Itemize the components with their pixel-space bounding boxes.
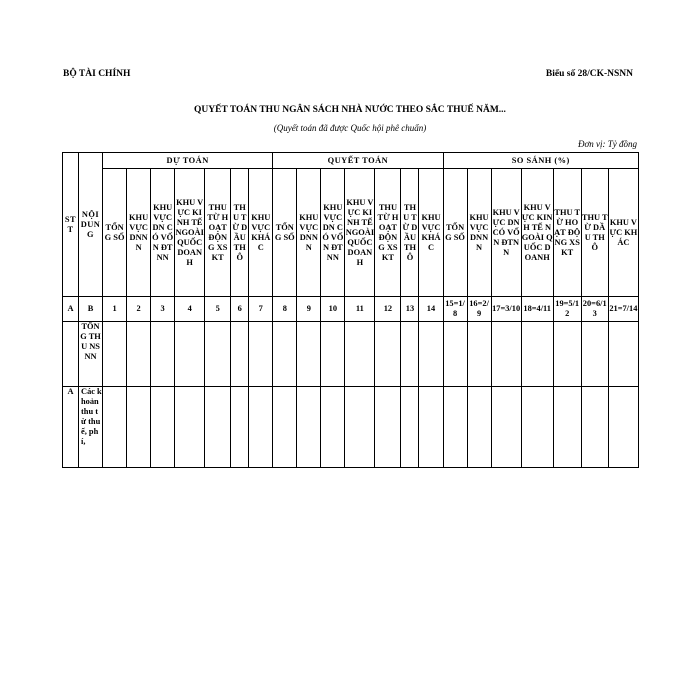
index-cell: 8: [273, 297, 297, 322]
row-stt: [63, 322, 79, 387]
unit-label: Đơn vị: Tỷ đồng: [577, 139, 637, 149]
group-header-settlement: QUYẾT TOÁN: [273, 153, 443, 169]
ministry-label: BỘ TÀI CHÍNH: [63, 69, 131, 79]
index-cell: B: [79, 297, 103, 322]
subheader-a: TỔNG SỐ: [103, 169, 127, 297]
subheader-b: KHU VỰC DN CÓ VỐN ĐTNN: [321, 169, 345, 297]
subheader-b: THU TỪ DẦU THÔ: [401, 169, 419, 297]
subheader-c: KHU VỰC DNNN: [467, 169, 491, 297]
index-cell: 20=6/13: [581, 297, 608, 322]
table-row: [63, 322, 639, 387]
index-cell: 11: [345, 297, 375, 322]
subheader-b: THU TỪ HOẠT ĐỘNG XSKT: [375, 169, 401, 297]
subheader-a: THU TỪ DẦU THÔ: [231, 169, 249, 297]
index-cell: 12: [375, 297, 401, 322]
budget-table: [62, 152, 639, 468]
index-cell: 10: [321, 297, 345, 322]
index-cell: 5: [205, 297, 231, 322]
row-content: TỔNG THU NSNN: [79, 322, 103, 387]
index-cell: 19=5/12: [553, 297, 581, 322]
header-stt: STT: [63, 153, 79, 297]
report-subtitle: (Quyết toán đã được Quốc hội phê chuẩn): [273, 123, 427, 133]
group-header-estimate: DỰ TOÁN: [103, 153, 273, 169]
index-cell: 4: [175, 297, 205, 322]
group-header-comparison: SO SÁNH (%): [443, 153, 638, 169]
index-cell: 3: [151, 297, 175, 322]
index-cell: 2: [127, 297, 151, 322]
index-cell: A: [63, 297, 79, 322]
index-cell: 17=3/10: [491, 297, 521, 322]
index-cell: 21=7/14: [608, 297, 638, 322]
index-cell: 13: [401, 297, 419, 322]
subheader-b: TỔNG SỐ: [273, 169, 297, 297]
subheader-c: TỔNG SỐ: [443, 169, 467, 297]
subheader-b: KHU VỰC KINH TẾ NGOÀI QUỐC DOANH: [345, 169, 375, 297]
index-cell: 15=1/8: [443, 297, 467, 322]
index-cell: 14: [419, 297, 443, 322]
row-stt: A: [63, 387, 79, 468]
index-cell: 9: [297, 297, 321, 322]
subheader-a: KHU VỰC DN CÓ VỐN ĐTNN: [151, 169, 175, 297]
subheader-c: THU TỪ HOẠT ĐỘNG XSKT: [553, 169, 581, 297]
subheader-c: KHU VỰC KINH TẾ NGOÀI QUỐC DOANH: [521, 169, 553, 297]
index-cell: 18=4/11: [521, 297, 553, 322]
subheader-a: KHU VỰC KHÁC: [249, 169, 273, 297]
index-cell: 7: [249, 297, 273, 322]
row-content: Các khoản thu từ thuế, phí,: [79, 387, 103, 468]
subheader-a: THU TỪ HOẠT ĐỘNG XSKT: [205, 169, 231, 297]
header-content: NỘI DUNG: [79, 153, 103, 297]
subheader-c: KHU VỰC KHÁC: [608, 169, 638, 297]
subheader-c: KHU VỰC DN CÓ VỐN ĐTNN: [491, 169, 521, 297]
index-cell: 1: [103, 297, 127, 322]
table-row: [63, 387, 639, 468]
report-title: QUYẾT TOÁN THU NGÂN SÁCH NHÀ NƯỚC THEO SẮC THUẾ NĂM...: [194, 105, 506, 115]
subheader-b: KHU VỰC DNNN: [297, 169, 321, 297]
subheader-a: KHU VỰC DNNN: [127, 169, 151, 297]
index-cell: 16=2/9: [467, 297, 491, 322]
index-cell: 6: [231, 297, 249, 322]
subheader-a: KHU VỰC KINH TẾ NGOÀI QUỐC DOANH: [175, 169, 205, 297]
form-code: Biểu số 28/CK-NSNN: [545, 69, 633, 79]
subheader-b: KHU VỰC KHÁC: [419, 169, 443, 297]
subheader-c: THU TỪ DẦU THÔ: [581, 169, 608, 297]
